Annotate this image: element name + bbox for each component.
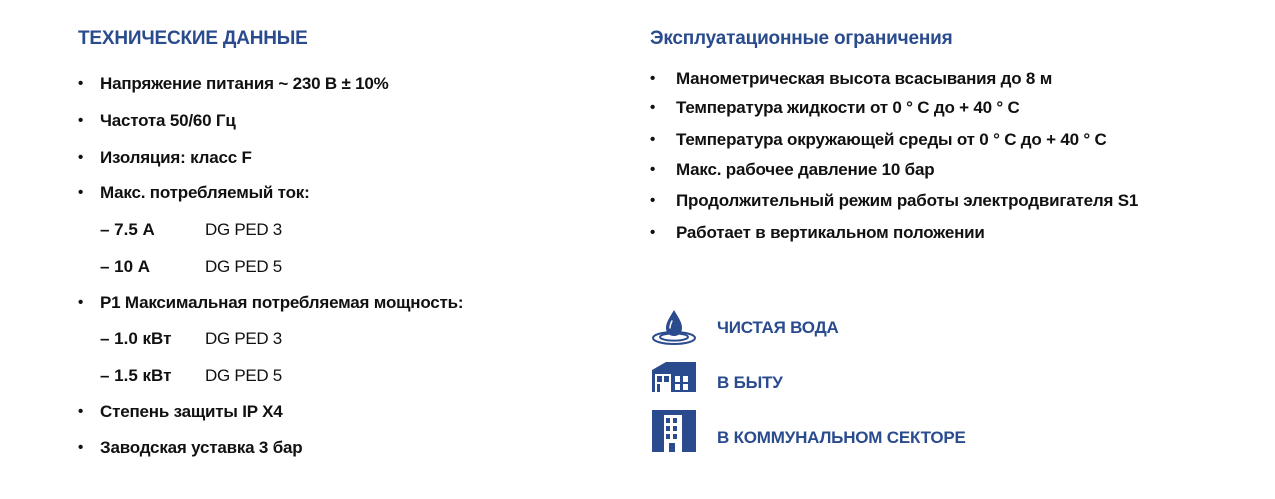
bullet: • bbox=[78, 149, 84, 166]
bullet: • bbox=[650, 99, 656, 116]
protection-text: Степень защиты IP X4 bbox=[100, 402, 283, 421]
limit-text: Работает в вертикальном положении bbox=[676, 223, 985, 242]
frequency-text: Частота 50/60 Гц bbox=[100, 111, 236, 130]
model-name: DG PED 3 bbox=[205, 220, 282, 239]
bullet: • bbox=[78, 294, 84, 311]
bullet: • bbox=[78, 403, 84, 420]
bullet: • bbox=[650, 161, 656, 178]
current-value: – 7.5 А bbox=[100, 220, 155, 239]
current-value: – 10 А bbox=[100, 257, 151, 276]
water-drop-icon bbox=[650, 308, 698, 348]
power-value: – 1.0 кВт bbox=[100, 329, 172, 348]
limit-text: Температура жидкости от 0 ° С до + 40 ° С bbox=[676, 98, 1020, 117]
application-label: В КОММУНАЛЬНОМ СЕКТОРЕ bbox=[717, 428, 966, 447]
limit-text: Манометрическая высота всасывания до 8 м bbox=[676, 69, 1053, 88]
house-icon bbox=[650, 360, 698, 400]
factory-setting-text: Заводская уставка 3 бар bbox=[100, 438, 303, 457]
limit-text: Макс. рабочее давление 10 бар bbox=[676, 160, 935, 179]
bullet: • bbox=[650, 192, 656, 209]
bullet: • bbox=[78, 112, 84, 129]
p1-label: Р1 Максимальная потребляемая мощность: bbox=[100, 293, 464, 312]
bullet: • bbox=[78, 75, 84, 92]
limit-text: Продолжительный режим работы электродвигателя S1 bbox=[676, 191, 1139, 210]
max-current-label: Макс. потребляемый ток: bbox=[100, 183, 310, 202]
insulation-text: Изоляция: класс F bbox=[100, 148, 252, 167]
model-name: DG PED 3 bbox=[205, 329, 282, 348]
application-label: ЧИСТАЯ ВОДА bbox=[717, 318, 839, 337]
technical-data-heading: ТЕХНИЧЕСКИЕ ДАННЫЕ bbox=[78, 28, 308, 49]
operating-limits-heading: Эксплуатационные ограничения bbox=[650, 28, 953, 49]
bullet: • bbox=[78, 439, 84, 456]
application-label: В БЫТУ bbox=[717, 373, 783, 392]
bullet: • bbox=[650, 131, 656, 148]
bullet: • bbox=[650, 224, 656, 241]
model-name: DG PED 5 bbox=[205, 366, 282, 385]
power-value: – 1.5 кВт bbox=[100, 366, 172, 385]
model-name: DG PED 5 bbox=[205, 257, 282, 276]
bullet: • bbox=[650, 70, 656, 87]
limit-text: Температура окружающей среды от 0 ° С до + 40 ° С bbox=[676, 130, 1107, 149]
bullet: • bbox=[78, 184, 84, 201]
voltage-text: Напряжение питания ~ 230 В ± 10% bbox=[100, 74, 389, 93]
building-icon bbox=[650, 408, 698, 454]
